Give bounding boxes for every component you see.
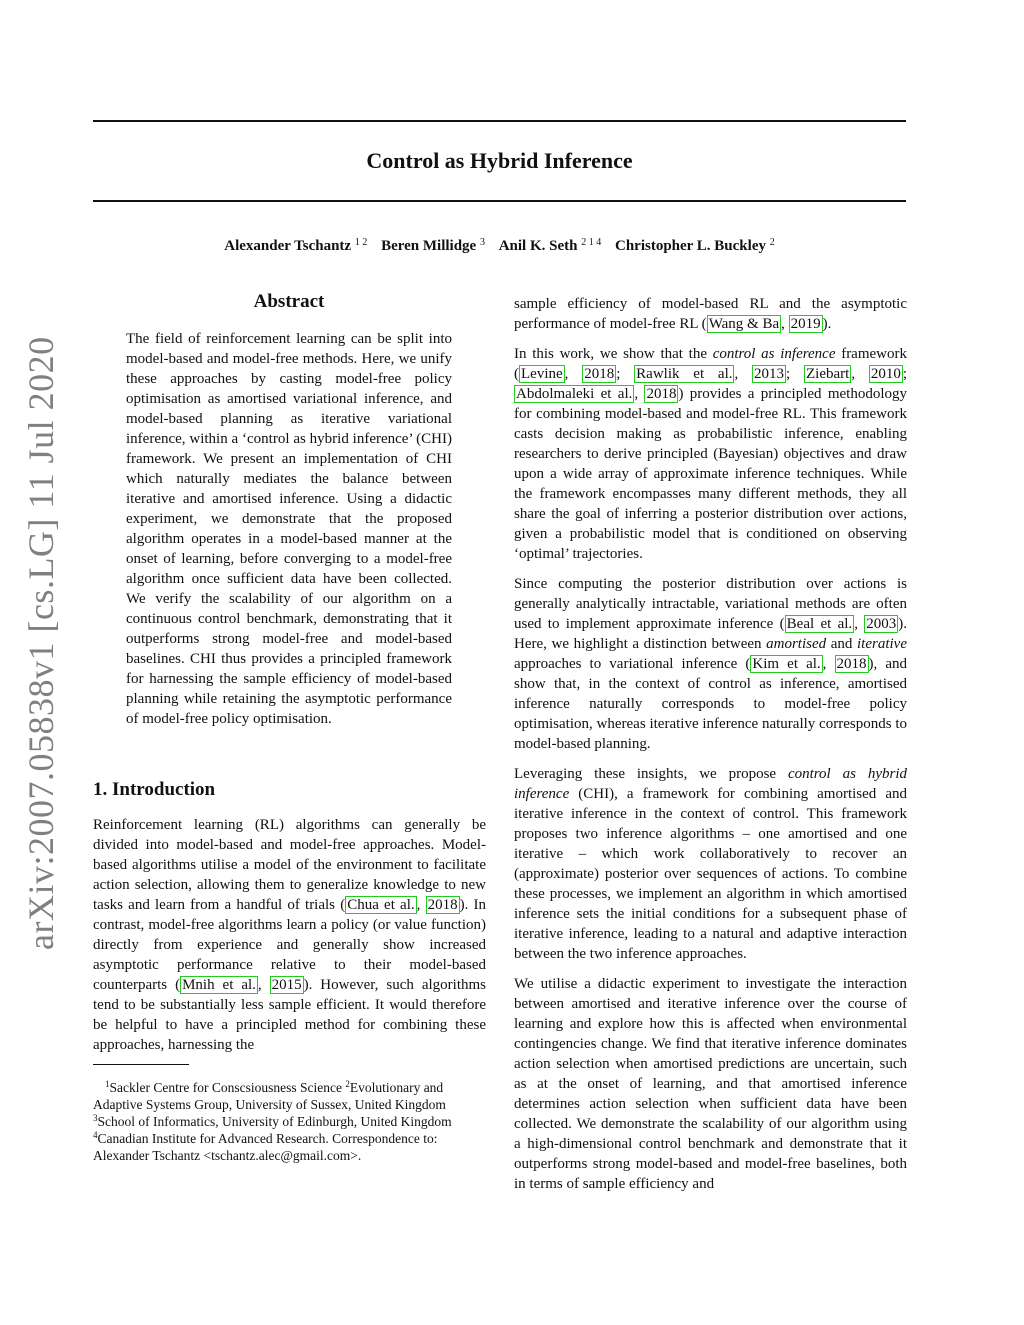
- citation-link[interactable]: 2019: [790, 316, 821, 332]
- citation-link[interactable]: 2010: [870, 366, 901, 382]
- paragraph: Since computing the posterior distribution over actions is generally analytically intractable, variational methods are often used to implement approximate inference ( Beal et al. , 2003 ). Here, we highlight a distinction between amortised and iterative approaches to variational inference ( Kim et al. , 2018 ), and show that, in the context of control as inference, amortised inference naturally corresponds to model-free policy optimisation, whereas iterative inference naturally corresponds to model-based planning.: [514, 576, 908, 752]
- affiliation-footnotes: $^1$Sackler Centre for Conscsiousness Science $^2$Evolutionary and Adaptive Systems Group, University of Sussex, United Kingdom $^3$School of Informatics, University of Edinburgh, United Kingdom $^4$Canadian Institute for Advanced Research. Correspondence to: Alexander Tschantz <tschantz.alec@gmail.com>.: [93, 1079, 452, 1163]
- citation-link[interactable]: 2018: [836, 656, 867, 672]
- citation-link[interactable]: 2003: [866, 616, 897, 632]
- citation-link[interactable]: 2018: [427, 897, 458, 913]
- citation-link[interactable]: Abdolmaleki et al.: [516, 386, 633, 402]
- author-list: [93, 235, 906, 257]
- citation-link[interactable]: 2018: [646, 386, 677, 402]
- author: Beren Millidge $^3$: [381, 237, 485, 254]
- citation-link[interactable]: Ziebart: [806, 366, 850, 382]
- citation-link[interactable]: Rawlik et al.: [636, 366, 733, 382]
- citation-link[interactable]: 2013: [754, 366, 785, 382]
- abstract-heading: Abstract: [253, 291, 325, 312]
- author: Alexander Tschantz $^{1 2}$: [224, 237, 368, 254]
- arxiv-identifier: arXiv:2007.05838v1 [cs.LG] 11 Jul 2020: [21, 336, 61, 950]
- author: Christopher L. Buckley $^2$: [614, 237, 775, 254]
- paragraph: In this work, we show that the control as inference framework ( Levine , 2018 ; Rawlik et al. , 2013 ; Ziebart , 2010 ; Abdolmaleki et al. , 2018 ) provides a principled methodology for combining model-based and model-free RL. This framework casts decision making as probabilistic inference, enabling researchers to derive principled (Bayesian) objectives and draw upon a wide array of approximate inference techniques. While the framework encompasses many different methods, they all share the goal of inferring a posterior distribution over actions, given a probabilistic model that is conditioned on observing ‘optimal’ trajectories.: [514, 346, 908, 562]
- citation-link[interactable]: 2018: [584, 366, 615, 382]
- citation-link[interactable]: Levine: [521, 366, 563, 382]
- footnote-rule: [93, 1064, 189, 1065]
- citation-link[interactable]: Kim et al.: [752, 656, 821, 672]
- right-column: [514, 294, 907, 1204]
- title-rule-bottom: [93, 200, 906, 202]
- author: Anil K. Seth $^{2 1 4}$: [498, 237, 602, 254]
- title-rule-top: [93, 120, 906, 122]
- paragraph: We utilise a didactic experiment to investigate the interaction between amortised and iterative inference over the course of learning and explore how this is affected when environmental contingencies change. We find that iterative inference dominates action selection when amortised predictions are uncertain, such as at the onset of learning, and that amortised inference determines action selection when sufficient data have been collected. We demonstrate the scalability of our algorithm using a high-dimensional control benchmark and demonstrate that it outperforms strong model-based and model-free baselines, both in terms of sample efficiency and: [514, 976, 907, 1192]
- citation-link[interactable]: Beal et al.: [786, 616, 853, 632]
- introduction-heading: 1. Introduction: [93, 779, 216, 800]
- introduction-paragraph: Reinforcement learning (RL) algorithms can generally be divided into model-based and model-free approaches. Model-based algorithms utilise a model of the environment to facilitate action selection, allowing them to generalize knowledge to new tasks and learn from a handful of trials ( Chua et al. , 2018 ). In contrast, model-free algorithms learn a policy (or value function) directly from experience and generally show increased asymptotic performance relative to their model-based counterparts ( Mnih et al. , 2015 ). However, such algorithms tend to be substantially less sample efficient. It would therefore be helpful to have a principled method for combining these approaches, harnessing the: [93, 817, 486, 1053]
- paragraph: Leveraging these insights, we propose control as hybrid inference (CHI), a framework for combining amortised and iterative inference in the context of control. This framework proposes two inference algorithms – one amortised and one iterative – which work collaboratively to recover an (approximate) posterior over sequences of actions. To combine these processes, we implement an algorithm in which amortised inference sets the initial conditions for a subsequent phase of iterative inference, leading to a natural and adaptive interaction between the two inference approaches.: [514, 766, 907, 962]
- paper-title: Control as Hybrid Inference: [366, 148, 633, 173]
- citation-link[interactable]: 2015: [271, 977, 302, 993]
- citation-link[interactable]: Mnih et al.: [182, 977, 256, 993]
- paragraph: sample efficiency of model-based RL and the asymptotic performance of model-free RL ( Wang & Ba , 2019 ).: [514, 296, 907, 332]
- citation-link[interactable]: Chua et al.: [347, 897, 415, 913]
- abstract-text: The field of reinforcement learning can be split into model-based and model-free methods. Here, we unify these approaches by casting model-free policy optimisation as amortised variational inference, and model-based planning as iterative variational inference, within a ‘control as hybrid inference’ (CHI) framework. We present an implementation of CHI which naturally mediates the balance between iterative and amortised inference. Using a didactic experiment, we demonstrate that the proposed algorithm operates in a model-based manner at the onset of learning, before converging to a model-free algorithm once sufficient data have been collected. We verify the scalability of our algorithm on a continuous control benchmark, demonstrating that it outperforms strong model-free and model-based baselines. CHI thus provides a principled framework for harnessing the sample efficiency of model-based planning while retaining the asymptotic performance of model-free policy optimisation.: [126, 331, 452, 727]
- citation-link[interactable]: Wang & Ba: [708, 316, 780, 332]
